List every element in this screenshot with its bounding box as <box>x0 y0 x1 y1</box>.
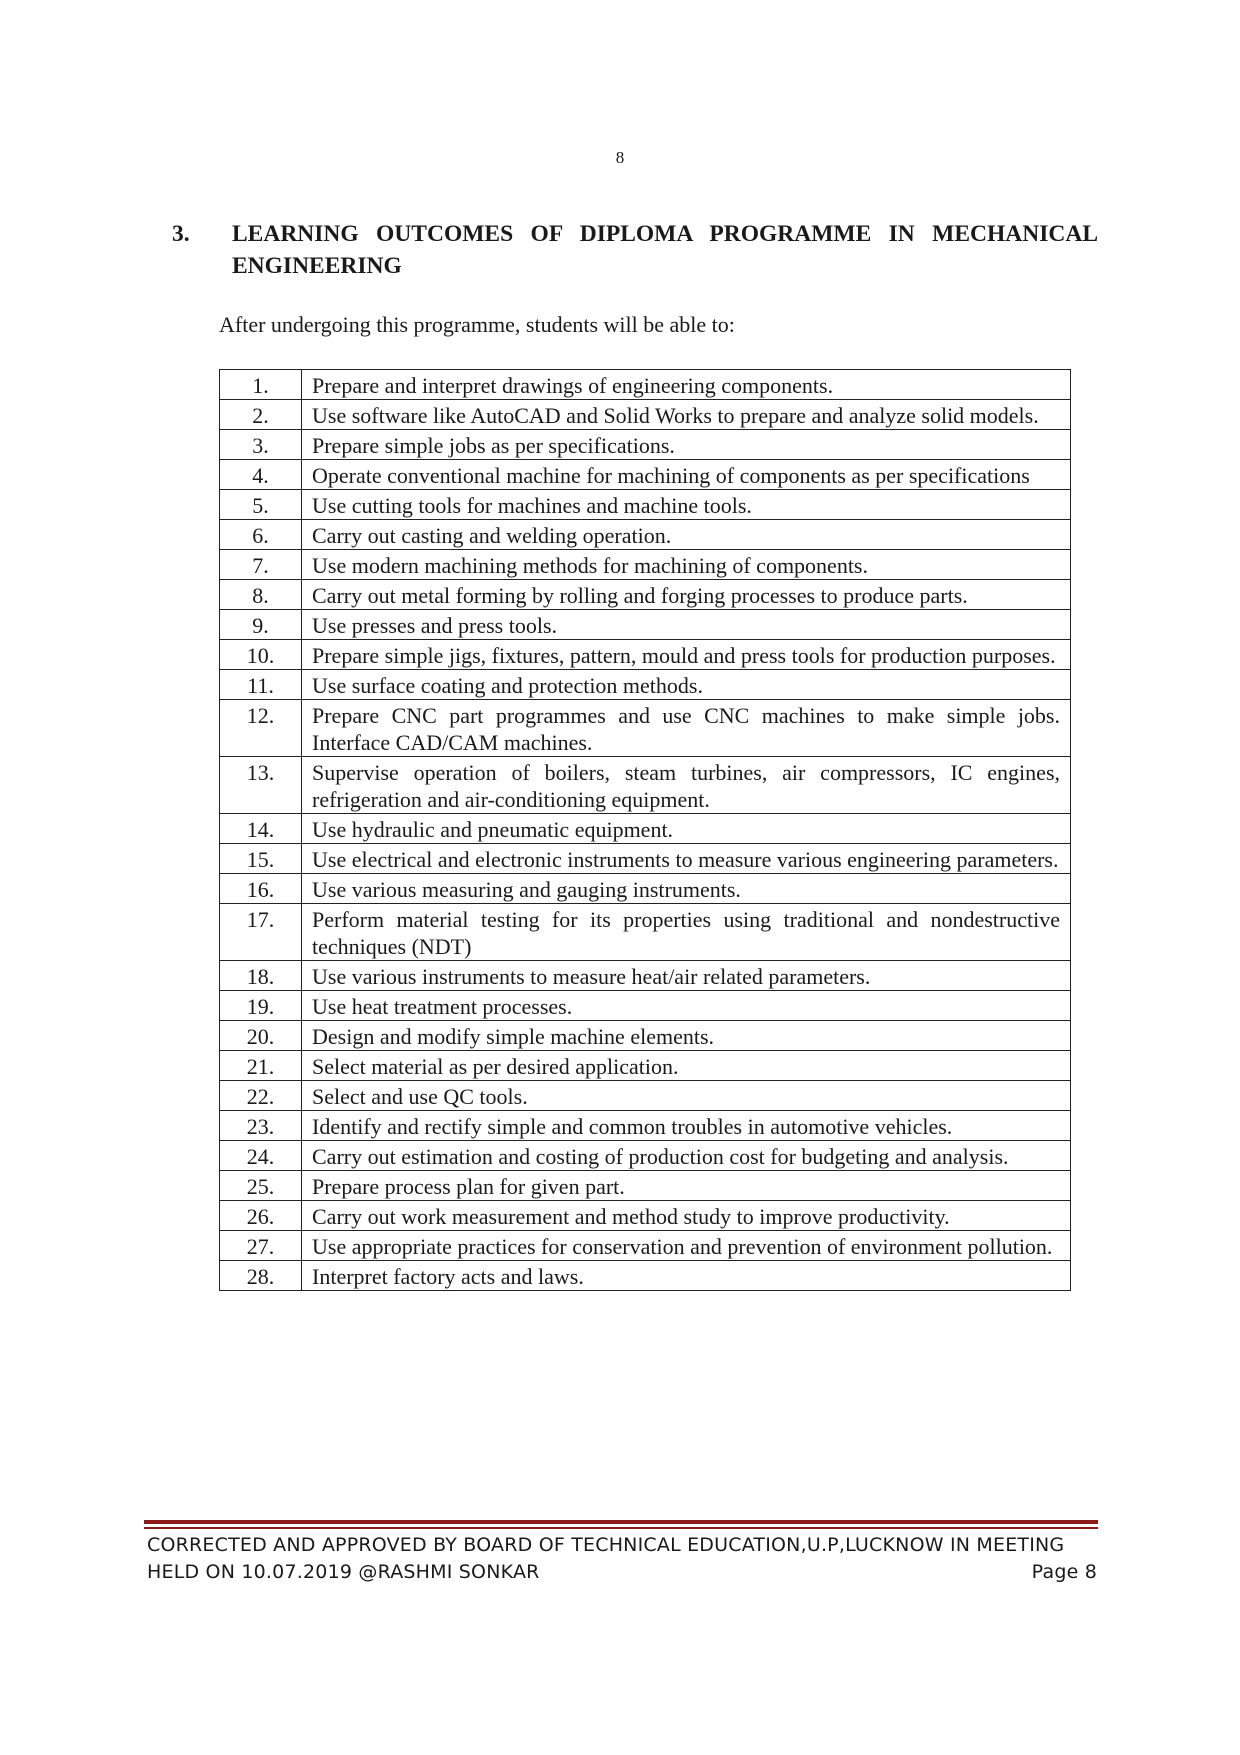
outcome-text: Use hydraulic and pneumatic equipment. <box>302 814 1071 844</box>
table-row <box>220 757 1071 814</box>
outcome-text: Carry out work measurement and method study to improve productivity. <box>302 1201 1071 1231</box>
outcome-number: 20. <box>220 1021 302 1051</box>
table-row <box>220 700 1071 757</box>
outcome-text: Carry out metal forming by rolling and forging processes to produce parts. <box>302 580 1071 610</box>
outcome-text: Select material as per desired application. <box>302 1051 1071 1081</box>
footer-rule-thin <box>144 1527 1098 1529</box>
outcome-text: Use various instruments to measure heat/air related parameters. <box>302 961 1071 991</box>
outcome-number: 12. <box>220 700 302 757</box>
table-row <box>220 814 1071 844</box>
outcome-text: Use presses and press tools. <box>302 610 1071 640</box>
outcome-text: Prepare simple jobs as per specifications. <box>302 430 1071 460</box>
outcome-text: Prepare and interpret drawings of engineering components. <box>302 370 1071 400</box>
outcomes-table-body <box>220 370 1071 1291</box>
outcome-text: Identify and rectify simple and common troubles in automotive vehicles. <box>302 1111 1071 1141</box>
outcome-text: Use various measuring and gauging instruments. <box>302 874 1071 904</box>
outcome-text: Perform material testing for its properties using traditional and nondestructive techniques (NDT) <box>302 904 1071 961</box>
outcome-number: 23. <box>220 1111 302 1141</box>
footer-line-1: CORRECTED AND APPROVED BY BOARD OF TECHNICAL EDUCATION,U.P,LUCKNOW IN MEETING <box>147 1534 1065 1556</box>
outcome-number: 13. <box>220 757 302 814</box>
table-row <box>220 1231 1071 1261</box>
table-row <box>220 400 1071 430</box>
table-row <box>220 844 1071 874</box>
outcome-text: Use cutting tools for machines and machine tools. <box>302 490 1071 520</box>
table-row <box>220 490 1071 520</box>
intro-text: After undergoing this programme, students will be able to: <box>219 312 735 337</box>
footer-line-2: HELD ON 10.07.2019 @RASHMI SONKAR <box>147 1561 540 1583</box>
outcome-number: 5. <box>220 490 302 520</box>
outcome-text: Use surface coating and protection methods. <box>302 670 1071 700</box>
outcome-text: Use appropriate practices for conservation and prevention of environment pollution. <box>302 1231 1071 1261</box>
outcome-number: 16. <box>220 874 302 904</box>
outcome-number: 28. <box>220 1261 302 1291</box>
table-row <box>220 874 1071 904</box>
footer-page-label: Page 8 <box>1031 1561 1097 1583</box>
outcome-number: 18. <box>220 961 302 991</box>
outcome-number: 21. <box>220 1051 302 1081</box>
outcome-number: 14. <box>220 814 302 844</box>
table-row <box>220 961 1071 991</box>
table-row <box>220 991 1071 1021</box>
section-title: LEARNING OUTCOMES OF DIPLOMA PROGRAMME IN MECHANICAL ENGINEERING <box>232 221 1098 279</box>
outcome-number: 10. <box>220 640 302 670</box>
footer-rule-thick <box>144 1520 1098 1524</box>
outcome-text: Carry out estimation and costing of production cost for budgeting and analysis. <box>302 1141 1071 1171</box>
table-row <box>220 1081 1071 1111</box>
outcome-number: 7. <box>220 550 302 580</box>
table-row <box>220 1261 1071 1291</box>
outcome-number: 11. <box>220 670 302 700</box>
table-row <box>220 1111 1071 1141</box>
table-row <box>220 1171 1071 1201</box>
outcome-text: Use heat treatment processes. <box>302 991 1071 1021</box>
outcome-text: Prepare CNC part programmes and use CNC machines to make simple jobs. Interface CAD/CAM machines. <box>302 700 1071 757</box>
table-row <box>220 550 1071 580</box>
table-row <box>220 580 1071 610</box>
table-row <box>220 1201 1071 1231</box>
outcome-number: 6. <box>220 520 302 550</box>
table-row <box>220 1051 1071 1081</box>
outcome-number: 3. <box>220 430 302 460</box>
table-row <box>220 610 1071 640</box>
outcomes-table <box>219 369 1071 1291</box>
outcome-number: 15. <box>220 844 302 874</box>
outcome-number: 2. <box>220 400 302 430</box>
footer <box>147 1532 1097 1586</box>
outcome-text: Supervise operation of boilers, steam turbines, air compressors, IC engines, refrigeration and air-conditioning equipment. <box>302 757 1071 814</box>
outcome-number: 25. <box>220 1171 302 1201</box>
outcome-number: 22. <box>220 1081 302 1111</box>
outcome-text: Use software like AutoCAD and Solid Works to prepare and analyze solid models. <box>302 400 1071 430</box>
outcome-number: 27. <box>220 1231 302 1261</box>
table-row <box>220 1141 1071 1171</box>
outcome-number: 24. <box>220 1141 302 1171</box>
table-row <box>220 670 1071 700</box>
outcome-number: 1. <box>220 370 302 400</box>
table-row <box>220 1021 1071 1051</box>
outcome-text: Use electrical and electronic instruments to measure various engineering parameters. <box>302 844 1071 874</box>
footer-line-2-row <box>147 1559 1097 1586</box>
table-row <box>220 460 1071 490</box>
outcome-text: Carry out casting and welding operation. <box>302 520 1071 550</box>
table-row <box>220 520 1071 550</box>
outcome-number: 4. <box>220 460 302 490</box>
outcome-text: Use modern machining methods for machining of components. <box>302 550 1071 580</box>
outcome-number: 17. <box>220 904 302 961</box>
outcome-text: Prepare process plan for given part. <box>302 1171 1071 1201</box>
outcome-number: 8. <box>220 580 302 610</box>
outcome-number: 9. <box>220 610 302 640</box>
outcome-text: Prepare simple jigs, fixtures, pattern, mould and press tools for production purposes. <box>302 640 1071 670</box>
page-number: 8 <box>615 148 625 167</box>
outcome-number: 19. <box>220 991 302 1021</box>
table-row <box>220 640 1071 670</box>
outcome-number: 26. <box>220 1201 302 1231</box>
outcome-text: Select and use QC tools. <box>302 1081 1071 1111</box>
outcome-text: Operate conventional machine for machining of components as per specifications <box>302 460 1071 490</box>
section-number: 3. <box>172 221 190 247</box>
outcome-text: Interpret factory acts and laws. <box>302 1261 1071 1291</box>
table-row <box>220 370 1071 400</box>
table-row <box>220 904 1071 961</box>
table-row <box>220 430 1071 460</box>
outcome-text: Design and modify simple machine elements. <box>302 1021 1071 1051</box>
